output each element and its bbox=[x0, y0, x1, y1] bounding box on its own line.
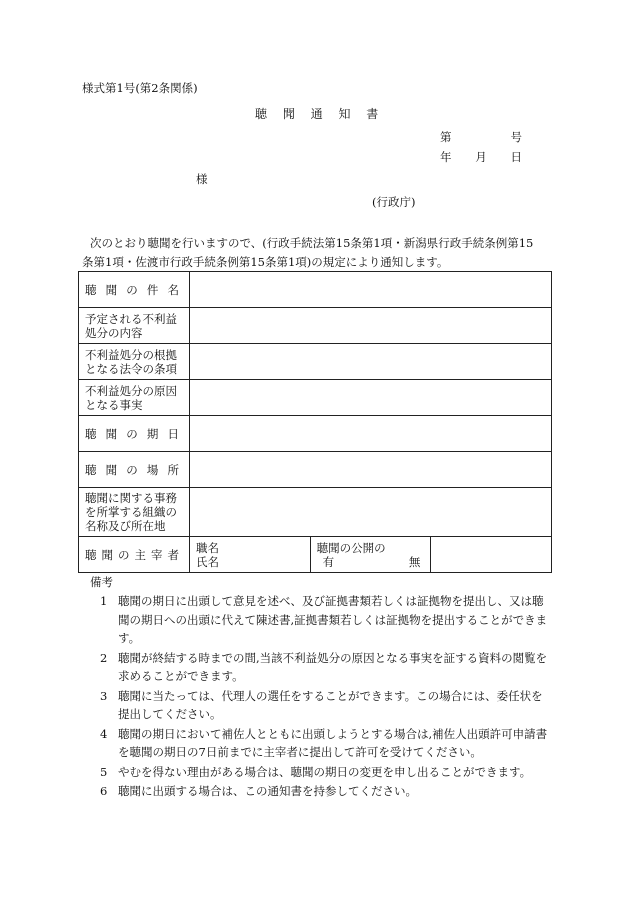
label-line: となる事実 bbox=[85, 397, 143, 412]
row-hearing-place bbox=[79, 452, 552, 488]
label-line: となる法令の条項 bbox=[85, 361, 177, 376]
number-prefix: 第 bbox=[440, 130, 452, 144]
agency-label: (行政庁) bbox=[372, 195, 416, 209]
label-hearing-date bbox=[79, 416, 190, 452]
remark-text: やむを得ない理由がある場合は、聴聞の期日の変更を申し出ることができます。 bbox=[118, 764, 532, 779]
addressee-honorific: 様 bbox=[196, 172, 208, 186]
field-hearing-place[interactable] bbox=[190, 452, 552, 488]
remark-item bbox=[100, 687, 552, 724]
remark-number: 6 bbox=[100, 784, 108, 798]
date-month: 月 bbox=[475, 150, 487, 164]
intro-line-2: 条第1項・佐渡市行政手続条例第15条第1項)の規定により通知します。 bbox=[82, 255, 449, 269]
label-line: 聴聞に関する事務 bbox=[85, 491, 177, 505]
label-line: を所掌する組織の bbox=[85, 505, 177, 519]
char: 所 bbox=[167, 462, 179, 477]
char: 日 bbox=[167, 426, 179, 441]
char: 主 bbox=[134, 547, 146, 562]
remark-text: 聴聞に当たっては、代理人の選任をすることができます。この場合には、委任状を提出してください。 bbox=[118, 688, 543, 721]
label-hearing-place bbox=[79, 452, 190, 488]
date-day: 日 bbox=[510, 150, 522, 164]
public-yes: 有 bbox=[322, 554, 335, 569]
char: 聴 bbox=[85, 547, 97, 562]
document-number-row bbox=[440, 129, 522, 145]
field-case-name[interactable] bbox=[190, 272, 552, 308]
row-hearing-date bbox=[79, 416, 552, 452]
date-row bbox=[440, 149, 522, 165]
position-label: 職名 bbox=[196, 540, 219, 555]
label-planned-action bbox=[79, 308, 190, 344]
remark-text: 聴聞の期日において補佐人とともに出頭しようとする場合は,補佐人出頭許可申請書を聴聞の期日の7日前までに主宰者に提出して許可を受けてください。 bbox=[118, 726, 548, 759]
char: 場 bbox=[146, 462, 159, 477]
label-line: 処分の内容 bbox=[85, 325, 143, 340]
field-hearing-date[interactable] bbox=[190, 416, 552, 452]
remark-text: 聴聞の期日に出頭して意見を述べ、及び証拠書類若しくは証拠物を提出し、又は聴聞の期日への出頭に代えて陳述書,証拠書類若しくは証拠物を提出することができます。 bbox=[118, 594, 548, 645]
char: 聞 bbox=[105, 282, 118, 297]
row-office bbox=[79, 488, 552, 537]
remark-text: 聴聞に出頭する場合は、この通知書を持参してください。 bbox=[118, 784, 417, 798]
char: 聞 bbox=[105, 426, 118, 441]
char: 聴 bbox=[85, 462, 97, 477]
form-identifier: 様式第1号(第2条関係) bbox=[82, 81, 198, 95]
char: の bbox=[126, 282, 138, 297]
remark-item bbox=[100, 782, 552, 801]
field-cause-facts[interactable] bbox=[190, 380, 552, 416]
field-legal-basis[interactable] bbox=[190, 344, 552, 380]
label-presider bbox=[79, 537, 190, 573]
label-line: 予定される不利益 bbox=[85, 311, 177, 326]
remark-item bbox=[100, 649, 552, 686]
char: 宰 bbox=[151, 547, 163, 562]
public-label: 聴聞の公開の bbox=[316, 540, 386, 555]
number-suffix: 号 bbox=[510, 130, 522, 144]
date-year: 年 bbox=[440, 150, 452, 164]
row-presider bbox=[79, 537, 552, 573]
remark-number: 4 bbox=[100, 726, 108, 741]
label-office bbox=[79, 488, 190, 537]
label-line: 名称及び所在地 bbox=[85, 519, 166, 533]
row-planned-action bbox=[79, 308, 552, 344]
remark-item bbox=[100, 592, 552, 648]
char: 期 bbox=[146, 426, 159, 441]
char: 名 bbox=[167, 282, 179, 297]
char: 聞 bbox=[105, 462, 118, 477]
remark-item bbox=[100, 725, 552, 762]
row-cause-facts bbox=[79, 380, 552, 416]
field-public-hearing[interactable] bbox=[431, 537, 552, 573]
char: 者 bbox=[167, 547, 179, 562]
intro-line-1: 次のとおり聴聞を行いますので、(行政手続法第15条第1項・新潟県行政手続条例第15 bbox=[90, 236, 534, 250]
name-label: 氏名 bbox=[196, 554, 219, 569]
char: 件 bbox=[146, 282, 159, 297]
remark-number: 3 bbox=[100, 688, 108, 703]
char: の bbox=[118, 547, 130, 562]
remark-number: 1 bbox=[100, 594, 108, 608]
char: 聴 bbox=[85, 282, 97, 297]
remarks-list bbox=[100, 592, 552, 802]
label-public-hearing bbox=[310, 537, 431, 573]
char: 聴 bbox=[85, 426, 97, 441]
char: の bbox=[126, 426, 138, 441]
remark-item bbox=[100, 763, 552, 782]
field-office[interactable] bbox=[190, 488, 552, 537]
row-case-name bbox=[79, 272, 552, 308]
label-case-name bbox=[79, 272, 190, 308]
field-presider[interactable] bbox=[190, 537, 311, 573]
label-legal-basis bbox=[79, 344, 190, 380]
label-line: 不利益処分の原因 bbox=[85, 383, 177, 398]
remarks-heading: 備考 bbox=[90, 575, 113, 589]
intro-paragraph bbox=[82, 234, 534, 272]
char: の bbox=[126, 462, 138, 477]
label-line: 不利益処分の根拠 bbox=[85, 347, 177, 362]
label-cause-facts bbox=[79, 380, 190, 416]
remark-number: 2 bbox=[100, 650, 108, 665]
remark-number: 5 bbox=[100, 764, 108, 779]
char: 聞 bbox=[101, 547, 113, 562]
field-planned-action[interactable] bbox=[190, 308, 552, 344]
row-legal-basis bbox=[79, 344, 552, 380]
hearing-form-table bbox=[78, 271, 552, 573]
public-no: 無 bbox=[408, 554, 421, 569]
document-title: 聴 聞 通 知 書 bbox=[255, 107, 385, 121]
remark-text: 聴聞が終結する時までの間,当該不利益処分の原因となる事実を証する資料の閲覧を求めることができます。 bbox=[118, 650, 548, 683]
